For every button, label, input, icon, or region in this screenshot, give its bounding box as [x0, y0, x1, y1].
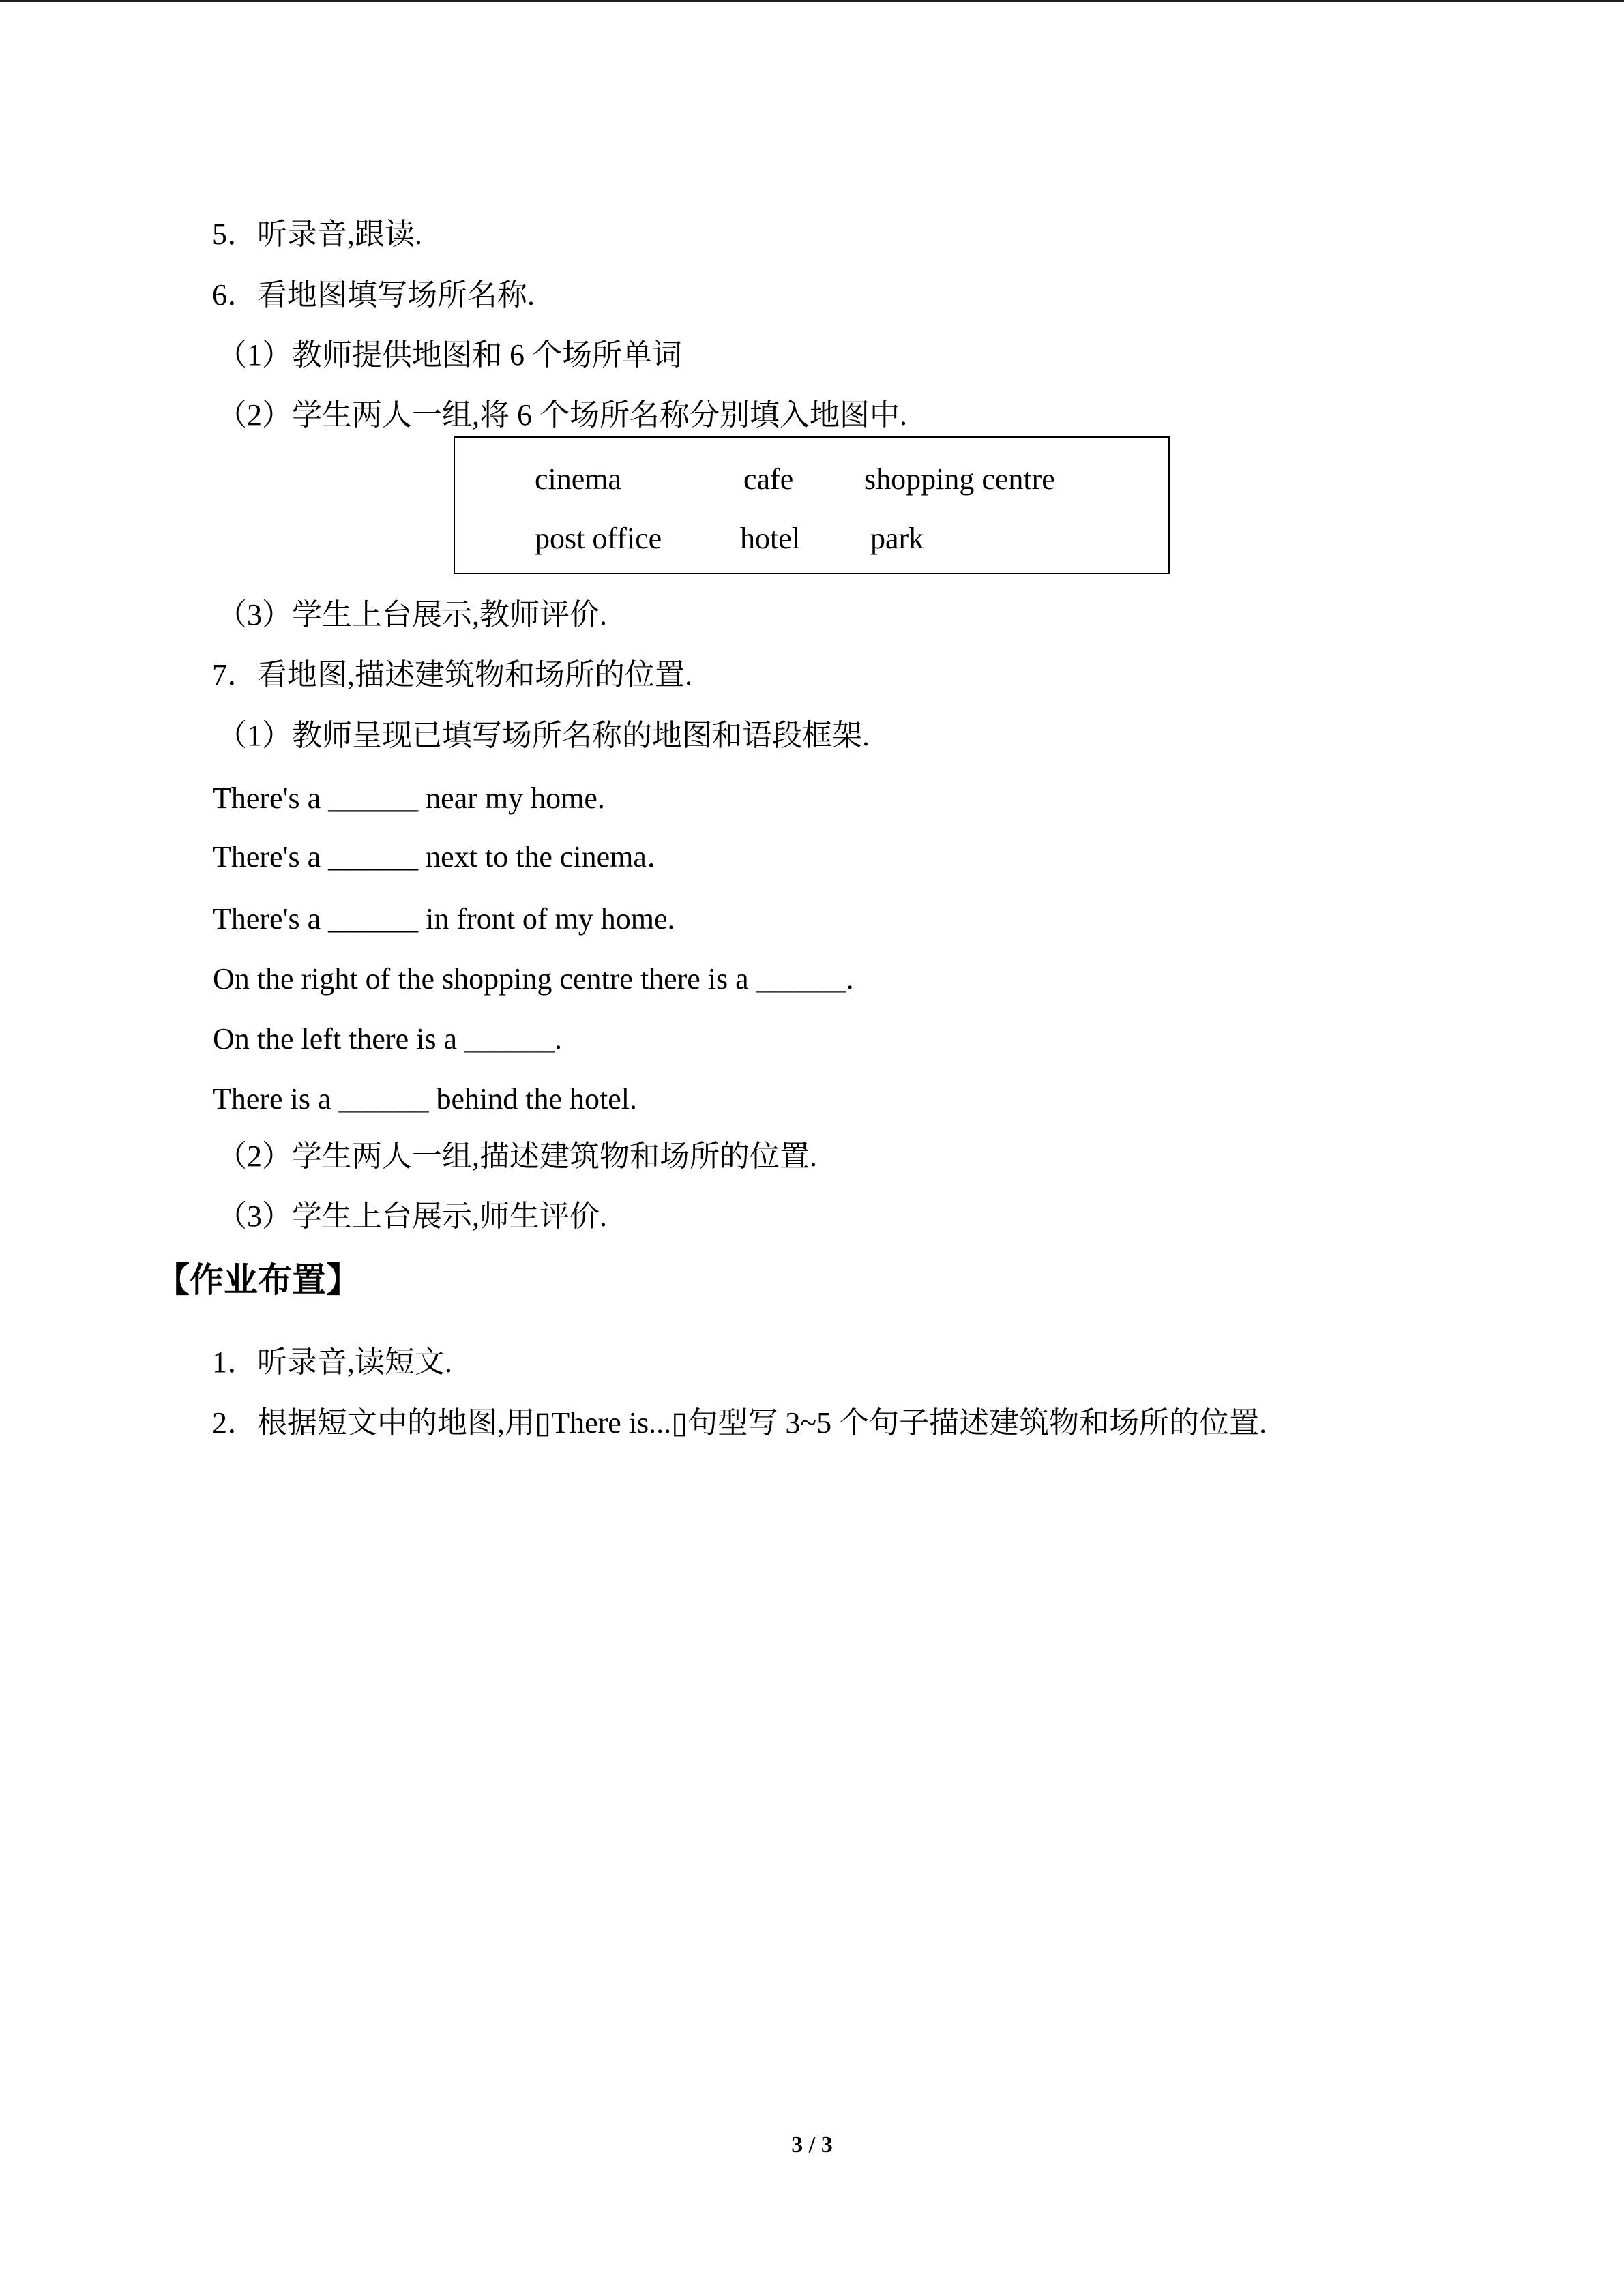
step-6-1: （1）教师提供地图和 6 个场所单词	[217, 338, 682, 372]
word-box	[454, 436, 1170, 574]
sentence-frame: On the left there is a ______.	[213, 1022, 562, 1056]
sentence-frame: There's a ______ near my home.	[213, 781, 605, 815]
step-7: 7．看地图,描述建筑物和场所的位置.	[212, 658, 692, 691]
step-6-2: （2）学生两人一组,将 6 个场所名称分别填入地图中.	[217, 398, 907, 432]
step-6: 6．看地图填写场所名称.	[212, 278, 535, 312]
sentence-frame: There's a ______ in front of my home.	[213, 902, 675, 936]
sentence-frame: On the right of the shopping centre there is a ______.	[213, 962, 854, 996]
step-7-2: （2）学生两人一组,描述建筑物和场所的位置.	[217, 1139, 817, 1173]
step-5: 5．听录音,跟读.	[212, 218, 422, 251]
homework-item-1: 1．听录音,读短文.	[212, 1345, 452, 1379]
word-hotel: hotel	[740, 522, 800, 555]
word-park: park	[870, 522, 924, 555]
word-post-office: post office	[535, 522, 662, 555]
homework-heading: 【作业布置】	[156, 1260, 360, 1300]
word-cinema: cinema	[535, 462, 622, 496]
step-7-3: （3）学生上台展示,师生评价.	[217, 1199, 607, 1233]
homework-item-2: 2．根据短文中的地图,用▯There is...▯句型写 3~5 个句子描述建筑物和场所的位置.	[212, 1406, 1267, 1440]
word-shopping-centre: shopping centre	[864, 462, 1055, 496]
step-6-3: （3）学生上台展示,教师评价.	[217, 598, 607, 631]
sentence-frame: There's a ______ next to the cinema．	[213, 840, 677, 874]
step-7-1: （1）教师呈现已填写场所名称的地图和语段框架.	[217, 719, 870, 752]
word-cafe: cafe	[743, 462, 794, 496]
page-number: 3 / 3	[791, 2132, 833, 2158]
page-top-border	[0, 0, 1624, 2]
sentence-frame: There is a ______ behind the hotel.	[213, 1082, 637, 1116]
